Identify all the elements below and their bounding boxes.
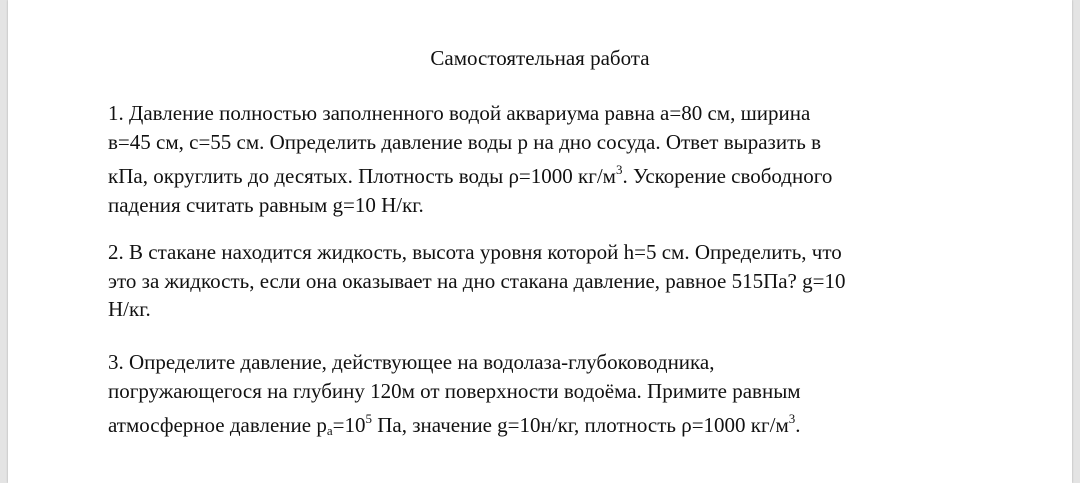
task-1 bbox=[108, 99, 1008, 219]
task-2-line-1: 2. В стакане находится жидкость, высота уровня которой h=5 см. Определить, что bbox=[108, 240, 842, 264]
power-superscript: 5 bbox=[365, 411, 372, 426]
task-2 bbox=[108, 238, 1008, 324]
atmospheric-subscript: a bbox=[326, 423, 333, 438]
task-2-line-3: Н/кг. bbox=[108, 297, 151, 321]
task-1-line-1: 1. Давление полностью заполненного водой аквариума равна a=80 см, ширина bbox=[108, 101, 811, 125]
task-3-line-1: 3. Определите давление, действующее на водолаза-глубоководника, bbox=[108, 350, 715, 374]
task-1-line-3-text: кПа, округлить до десятых. Плотность воды ρ=1000 кг/м bbox=[108, 164, 616, 188]
task-1-line-3-tail: . Ускорение свободного bbox=[622, 164, 833, 188]
task-1-line-4: падения считать равным g=10 Н/кг. bbox=[108, 192, 424, 217]
task-2-line-2: это за жидкость, если она оказывает на дно стакана давление, равное 515Па? g=10 bbox=[108, 268, 846, 293]
task-3-line-3-equals: =10 bbox=[332, 413, 366, 437]
document-title: Самостоятельная работа bbox=[430, 46, 650, 70]
task-3-line-3-middle: Па, значение g=10н/кг, плотность ρ=1000 кг/м bbox=[371, 413, 789, 437]
task-3 bbox=[108, 348, 1008, 446]
task-3-line-3-tail: . bbox=[795, 413, 801, 437]
task-3-line-3-text: атмосферное давление p bbox=[108, 413, 327, 437]
task-3-line-2: погружающегося на глубину 120м от поверхности водоёма. Примите равным bbox=[108, 378, 801, 403]
document-page bbox=[8, 0, 1072, 483]
cubic-superscript: 3 bbox=[615, 162, 623, 177]
task-1-line-3 bbox=[108, 156, 1008, 191]
cubic-superscript-2: 3 bbox=[788, 411, 796, 426]
task-1-line-2: в=45 см, c=55 см. Определить давление воды p на дно сосуда. Ответ выразить в bbox=[108, 129, 822, 154]
task-3-line-3 bbox=[108, 405, 1008, 446]
